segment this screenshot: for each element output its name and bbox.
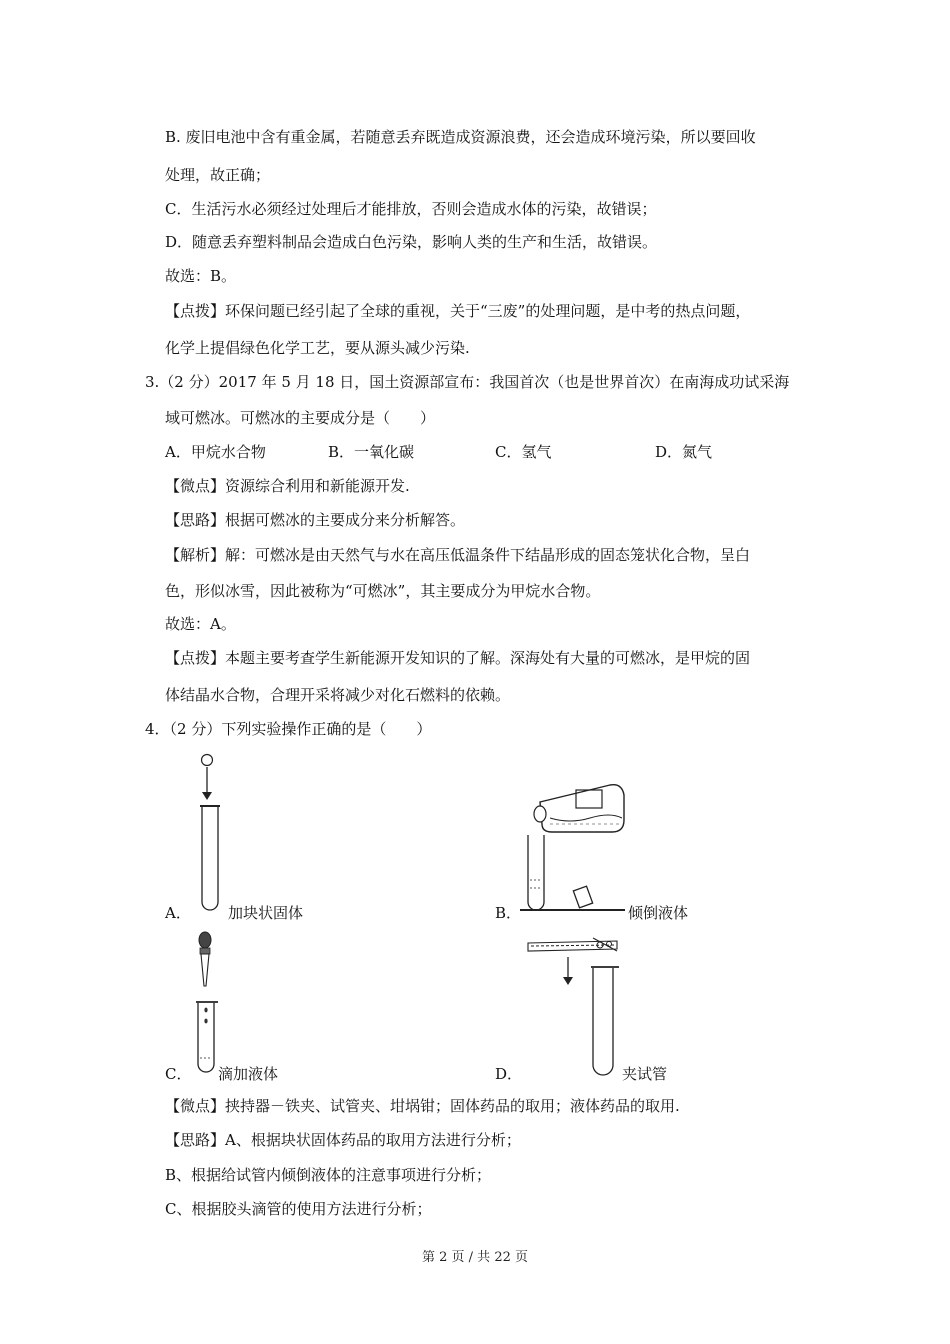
weidian: 【微点】挟持器－铁夹、试管夹、坩埚钳；固体药品的取用；液体药品的取用. (165, 1097, 680, 1115)
figure-b-label: 倾倒液体 (628, 904, 689, 922)
text-line: 处理，故正确； (165, 166, 271, 184)
figure-d-label: 夹试管 (622, 1065, 668, 1083)
figure-a-add-solid (190, 750, 230, 920)
text-line: 【点拨】环保问题已经引起了全球的重视，关于“三废”的处理问题，是中考的热点问题， (165, 302, 751, 320)
option-a: A．甲烷水合物 (165, 443, 266, 461)
text-line: 故选：B。 (165, 267, 237, 285)
text-line: 化学上提倡绿色化学工艺，要从源头减少污染. (165, 339, 470, 357)
jiexi: 【解析】解：可燃冰是由天然气与水在高压低温条件下结晶形成的固态笼状化合物，呈白 (165, 546, 751, 564)
figure-c-label: 滴加液体 (218, 1065, 279, 1083)
option-b: B．一氧化碳 (328, 443, 415, 461)
question-3-stem: 3.（2 分）2017 年 5 月 18 日，国土资源部宣布：我国首次（也是世界首次）在南海成功试采海 (145, 373, 790, 391)
silu-c: C、根据胶头滴管的使用方法进行分析； (165, 1200, 432, 1218)
text-line: B. 废旧电池中含有重金属，若随意丢弃既造成资源浪费，还会造成环境污染，所以要回收 (165, 128, 756, 146)
text-line: C．生活污水必须经过处理后才能排放，否则会造成水体的污染，故错误； (165, 200, 657, 218)
silu: 【思路】根据可燃冰的主要成分来分析解答。 (165, 511, 466, 529)
silu: 【思路】A、根据块状固体药品的取用方法进行分析； (165, 1131, 521, 1149)
figure-a-label: 加块状固体 (228, 904, 304, 922)
answer: 故选：A。 (165, 615, 236, 633)
silu-b: B、根据给试管内倾倒液体的注意事项进行分析； (165, 1166, 492, 1184)
figure-a-letter: A． (165, 904, 191, 922)
text-line: D．随意丢弃塑料制品会造成白色污染，影响人类的生产和生活，故错误。 (165, 233, 658, 251)
figure-c-letter: C． (165, 1065, 192, 1083)
figure-c-drop-liquid (190, 930, 230, 1080)
figure-d-letter: D． (495, 1065, 523, 1083)
figure-b-pour-liquid (520, 780, 630, 915)
question-3-stem: 域可燃冰。可燃冰的主要成分是（ ） (165, 409, 436, 427)
weidian: 【微点】资源综合利用和新能源开发. (165, 477, 410, 495)
figure-d-test-tube-holder (525, 935, 630, 1080)
option-c: C．氢气 (495, 443, 552, 461)
page-footer: 第 2 页 / 共 22 页 (422, 1250, 528, 1265)
figure-b-letter: B． (495, 904, 522, 922)
dianbo: 【点拨】本题主要考查学生新能源开发知识的了解。深海处有大量的可燃冰，是甲烷的固 (165, 649, 751, 667)
dianbo: 体结晶水合物，合理开采将减少对化石燃料的依赖。 (165, 686, 511, 704)
question-4-stem: 4．（2 分）下列实验操作正确的是（ ） (145, 720, 432, 738)
jiexi: 色，形似冰雪，因此被称为“可燃冰”，其主要成分为甲烷水合物。 (165, 582, 601, 600)
option-d: D．氮气 (655, 443, 713, 461)
